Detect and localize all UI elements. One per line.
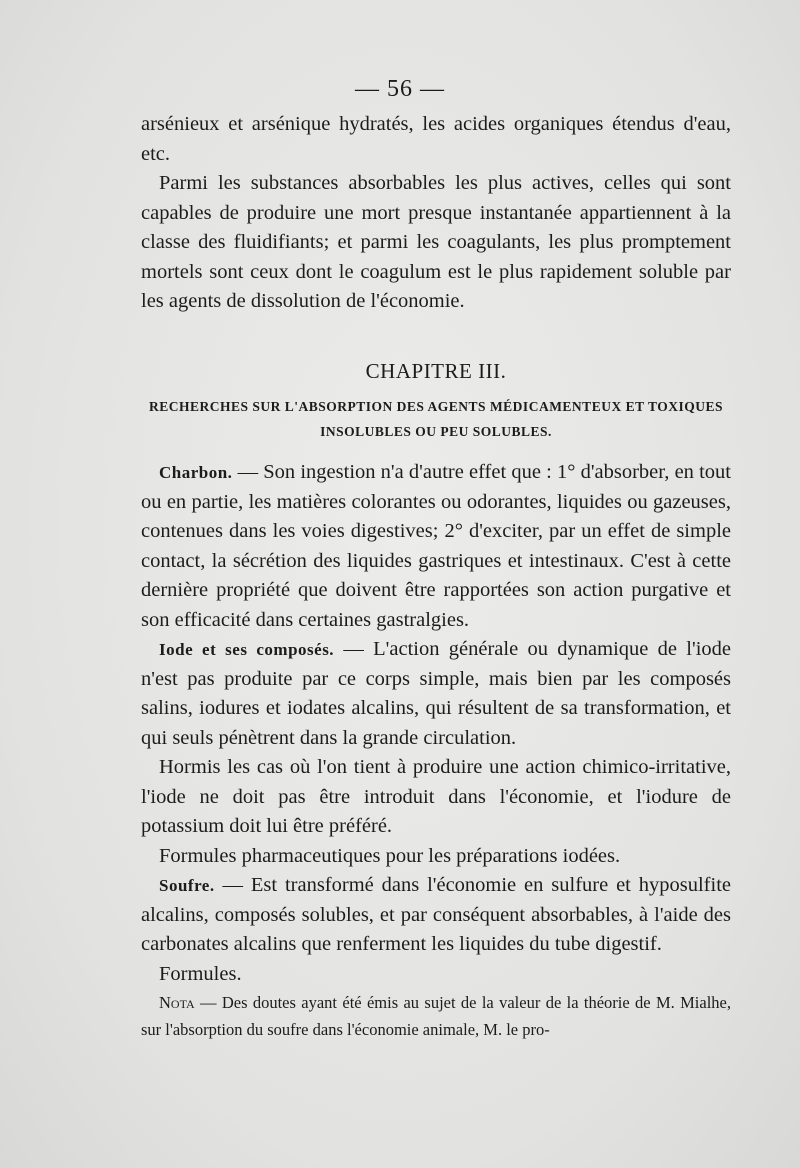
page-body	[141, 110, 731, 1043]
entry-text-iode: — L'action générale ou dynamique de l'iode n'est pas produite par ce corps simple, mais bien par les composés salins, iodures et iodates alcalins, qui résultent de sa transformation, et qui seuls pénètrent dans la grande circulation.	[141, 638, 731, 749]
chapter-subtitle-line-1: RECHERCHES SUR L'ABSORPTION DES AGENTS MÉDICAMENTEUX ET TOXIQUES	[148, 399, 723, 414]
paragraph-absorbable-substances: Parmi les substances absorbables les plus actives, celles qui sont capables de produire une mort presque instantanée appartiennent à la classe des fluidifiants; et parmi les coagulants, les plus promptement mortels sont ceux dont le coagulum est le plus rapidement soluble par les agents de dissolution de l'économie.	[141, 172, 731, 312]
chapter-subtitle-line-2: INSOLUBLES OU PEU SOLUBLES.	[320, 424, 552, 439]
entry-text-soufre: — Est transformé dans l'économie en sulfure et hyposulfite alcalins, composés solubles, et par conséquent absorbables, à l'aide des carbonates alcalins que renferment les liquides du tube digestif.	[141, 874, 731, 955]
paragraph-formules-iode: Formules pharmaceutiques pour les préparations iodées.	[159, 844, 621, 867]
chapter-subtitle	[141, 394, 731, 444]
page-number: — 56 —	[355, 76, 445, 102]
entry-term-soufre: Soufre.	[159, 876, 215, 895]
paragraph-formules-soufre: Formules.	[159, 962, 242, 985]
footnote-label: Nota	[159, 993, 195, 1012]
entry-charbon	[141, 458, 731, 635]
chapter-title: CHAPITRE III.	[365, 358, 507, 383]
entry-iode	[141, 635, 731, 753]
footnote	[141, 989, 731, 1043]
paragraph-hormis: Hormis les cas où l'on tient à produire une action chimico-irritative, l'iode ne doit pas être introduit dans l'économie, et l'iodure de potassium doit lui être préféré.	[141, 756, 731, 837]
entry-term-iode: Iode et ses composés.	[159, 640, 335, 659]
entry-soufre	[141, 871, 731, 960]
paragraph-continuation: arsénieux et arsénique hydratés, les acides organiques étendus d'eau, etc.	[141, 113, 731, 165]
footnote-text: — Des doutes ayant été émis au sujet de la valeur de la théorie de M. Mialhe, sur l'absorption du soufre dans l'économie animale, M. le pro-	[141, 993, 731, 1039]
entry-text-charbon: — Son ingestion n'a d'autre effet que : 1° d'absorber, en tout ou en partie, les matières colorantes ou odorantes, liquides ou gazeuses, contenues dans les voies digestives; 2° d'exciter, par un effet de simple contact, la sécrétion des liquides gastriques et intestinaux. C'est à cette dernière propriété que doivent être rapportées son action purgative et son efficacité dans certaines gastralgies.	[141, 461, 731, 631]
entry-term-charbon: Charbon.	[159, 463, 233, 482]
